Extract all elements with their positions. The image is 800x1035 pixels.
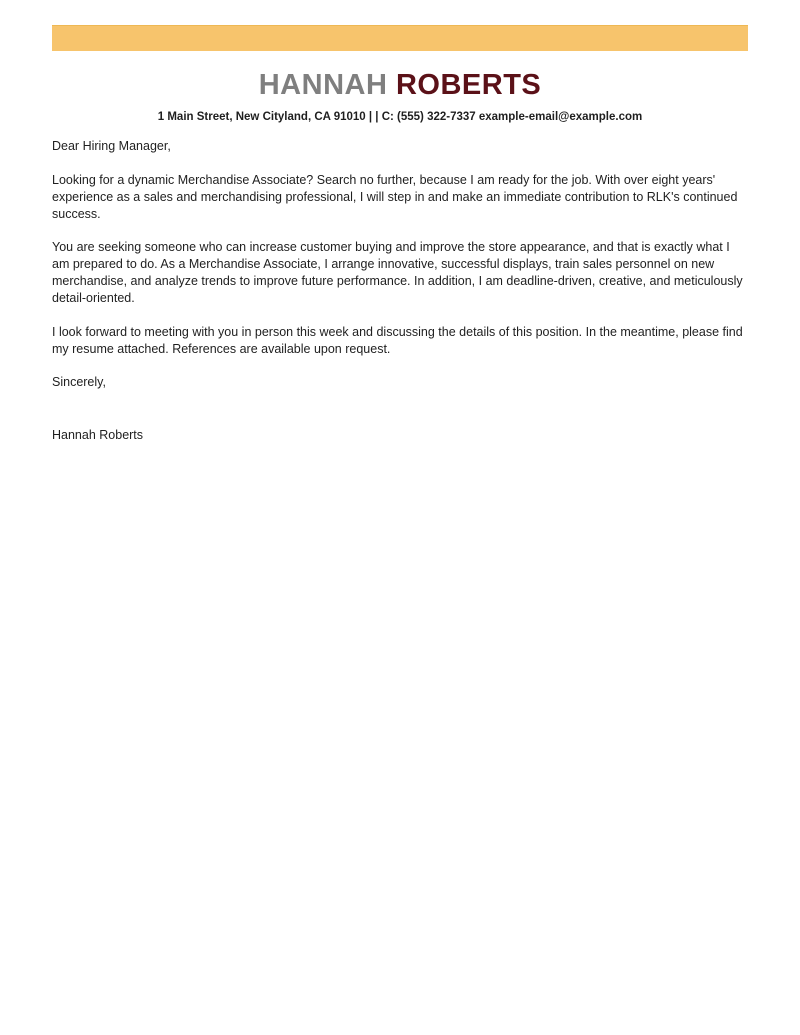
signature-name: Hannah Roberts xyxy=(52,428,144,442)
first-name-text: HANNAH xyxy=(258,69,388,101)
letter-paragraph: You are seeking someone who can increase customer buying and improve the store appearance, and that is exactly what I am prepared to do. As a Merchandise Associate, I arrange innovative, successful displays, train sales personnel on new merchandise, and analyze trends to improve future performance. In addition, I am deadline-driven, creative, and meticulously detail-oriented. xyxy=(52,240,743,305)
salutation: Dear Hiring Manager, xyxy=(52,139,171,153)
header-banner xyxy=(52,25,748,51)
page-title xyxy=(0,68,800,103)
letter-paragraph: Looking for a dynamic Merchandise Associate? Search no further, because I am ready for the job. With over eight years' experience as a sales and merchandising professional, I will step in and make an immediate contribution to RLK's continued success. xyxy=(52,172,738,221)
letter-paragraph: I look forward to meeting with you in person this week and discussing the details of this position. In the meantime, please find my resume attached. References are available upon request. xyxy=(52,324,743,356)
closing: Sincerely, xyxy=(52,375,106,389)
contact-info-line: 1 Main Street, New Cityland, CA 91010 | | C: (555) 322-7337 example-email@example.com xyxy=(157,111,643,123)
letter-body xyxy=(52,138,748,461)
last-name-text: ROBERTS xyxy=(395,69,542,101)
